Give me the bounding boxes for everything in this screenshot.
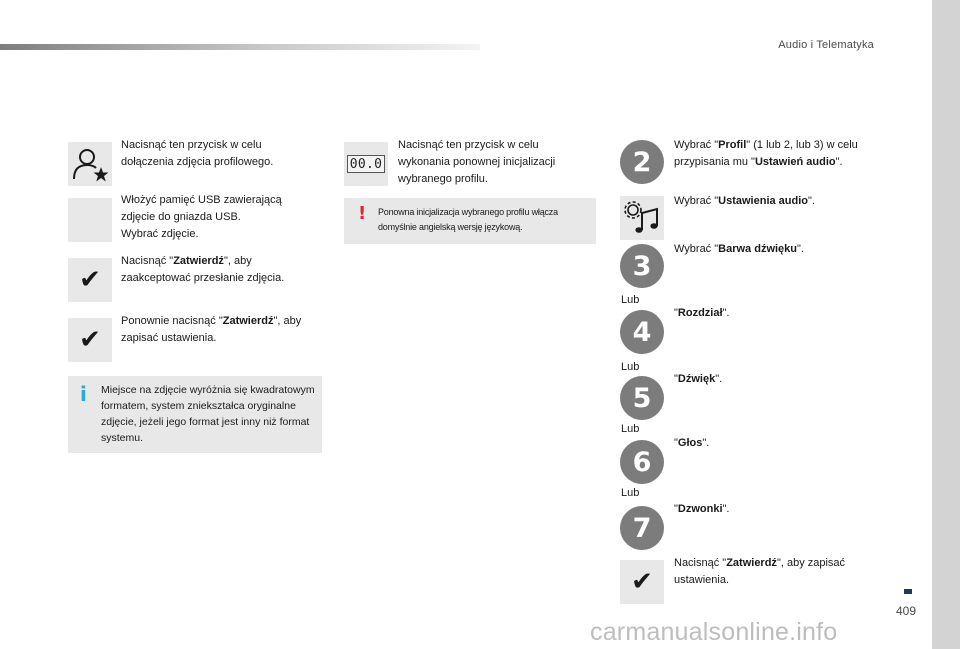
or-label: Lub [621,487,640,499]
audio-settings-icon [622,199,662,237]
checkmark-icon: ✔ [631,567,653,597]
step-4-text: "Rozdział". [674,307,730,319]
page-edge-tab [932,0,960,649]
info-note-text: Miejsce na zdjęcie wyróżnia się kwadratowym formatem, system zniekształca oryginalne zdjęcie, jeżeli jego format jest inny niż format systemu. [101,384,315,444]
step-number-2: 2 [620,140,664,184]
step-3-text: Wybrać "Barwa dźwięku". [674,243,804,255]
or-label: Lub [621,361,640,373]
step-confirm-text: Nacisnąć "Zatwierdź", aby zaakceptować przesłanie zdjęcia. [121,255,285,284]
step-usb-text [121,192,311,243]
or-label: Lub [621,423,640,435]
checkmark-icon: ✔ [79,325,101,355]
step-number-4: 4 [620,310,664,354]
step-reset-text: Nacisnąć ten przycisk w celu wykonania ponownej inicjalizacji wybranego profilu. [398,139,556,185]
step-7-text: "Dzwonki". [674,503,730,515]
step-profile-photo-text: Nacisnąć ten przycisk w celu dołączenia zdjęcia profilowego. [121,139,274,168]
step-number-3: 3 [620,244,664,288]
step-6-text: "Głos". [674,437,710,449]
checkmark-icon: ✔ [79,265,101,295]
info-icon: i [80,382,87,406]
usb-photo-area [68,198,112,242]
section-title: Audio i Telematyka [778,39,874,51]
audio-settings-button[interactable] [620,196,664,240]
step-confirm2-text: Ponownie nacisnąć "Zatwierdź", aby zapisać ustawienia. [121,315,302,344]
step-usb-line1: Włożyć pamięć USB zawierającą zdjęcie do gniazda USB. [121,194,282,223]
confirm-button[interactable] [68,258,112,302]
step-number-6: 6 [620,440,664,484]
step-2-text: Wybrać "Profil" (1 lub 2, lub 3) w celu przypisania mu "Ustawień audio". [674,139,858,168]
or-label: Lub [621,294,640,306]
watermark: carmanualsonline.info [590,618,838,646]
page-number: 409 [896,604,917,618]
step-number-7: 7 [620,506,664,550]
warning-icon: ! [358,203,367,224]
step-usb-line2: Wybrać zdjęcie. [121,228,199,240]
confirm-save-audio-button[interactable] [620,560,664,604]
reset-display-icon: 00.0 [347,155,385,173]
page-marker [904,589,912,594]
warning-note-text: Ponowna inicjalizacja wybranego profilu włącza domyślnie angielską wersję językową. [378,207,558,232]
step-5-text: "Dźwięk". [674,373,723,385]
profile-star-icon [70,146,110,182]
header-gradient-bar [0,44,480,50]
step-audio-settings-text: Wybrać "Ustawienia audio". [674,195,815,207]
reset-profile-button[interactable] [344,142,388,186]
profile-photo-button[interactable] [68,142,112,186]
confirm-save-button[interactable] [68,318,112,362]
step-save-text: Nacisnąć "Zatwierdź", aby zapisać ustawienia. [674,557,846,586]
step-number-5: 5 [620,376,664,420]
